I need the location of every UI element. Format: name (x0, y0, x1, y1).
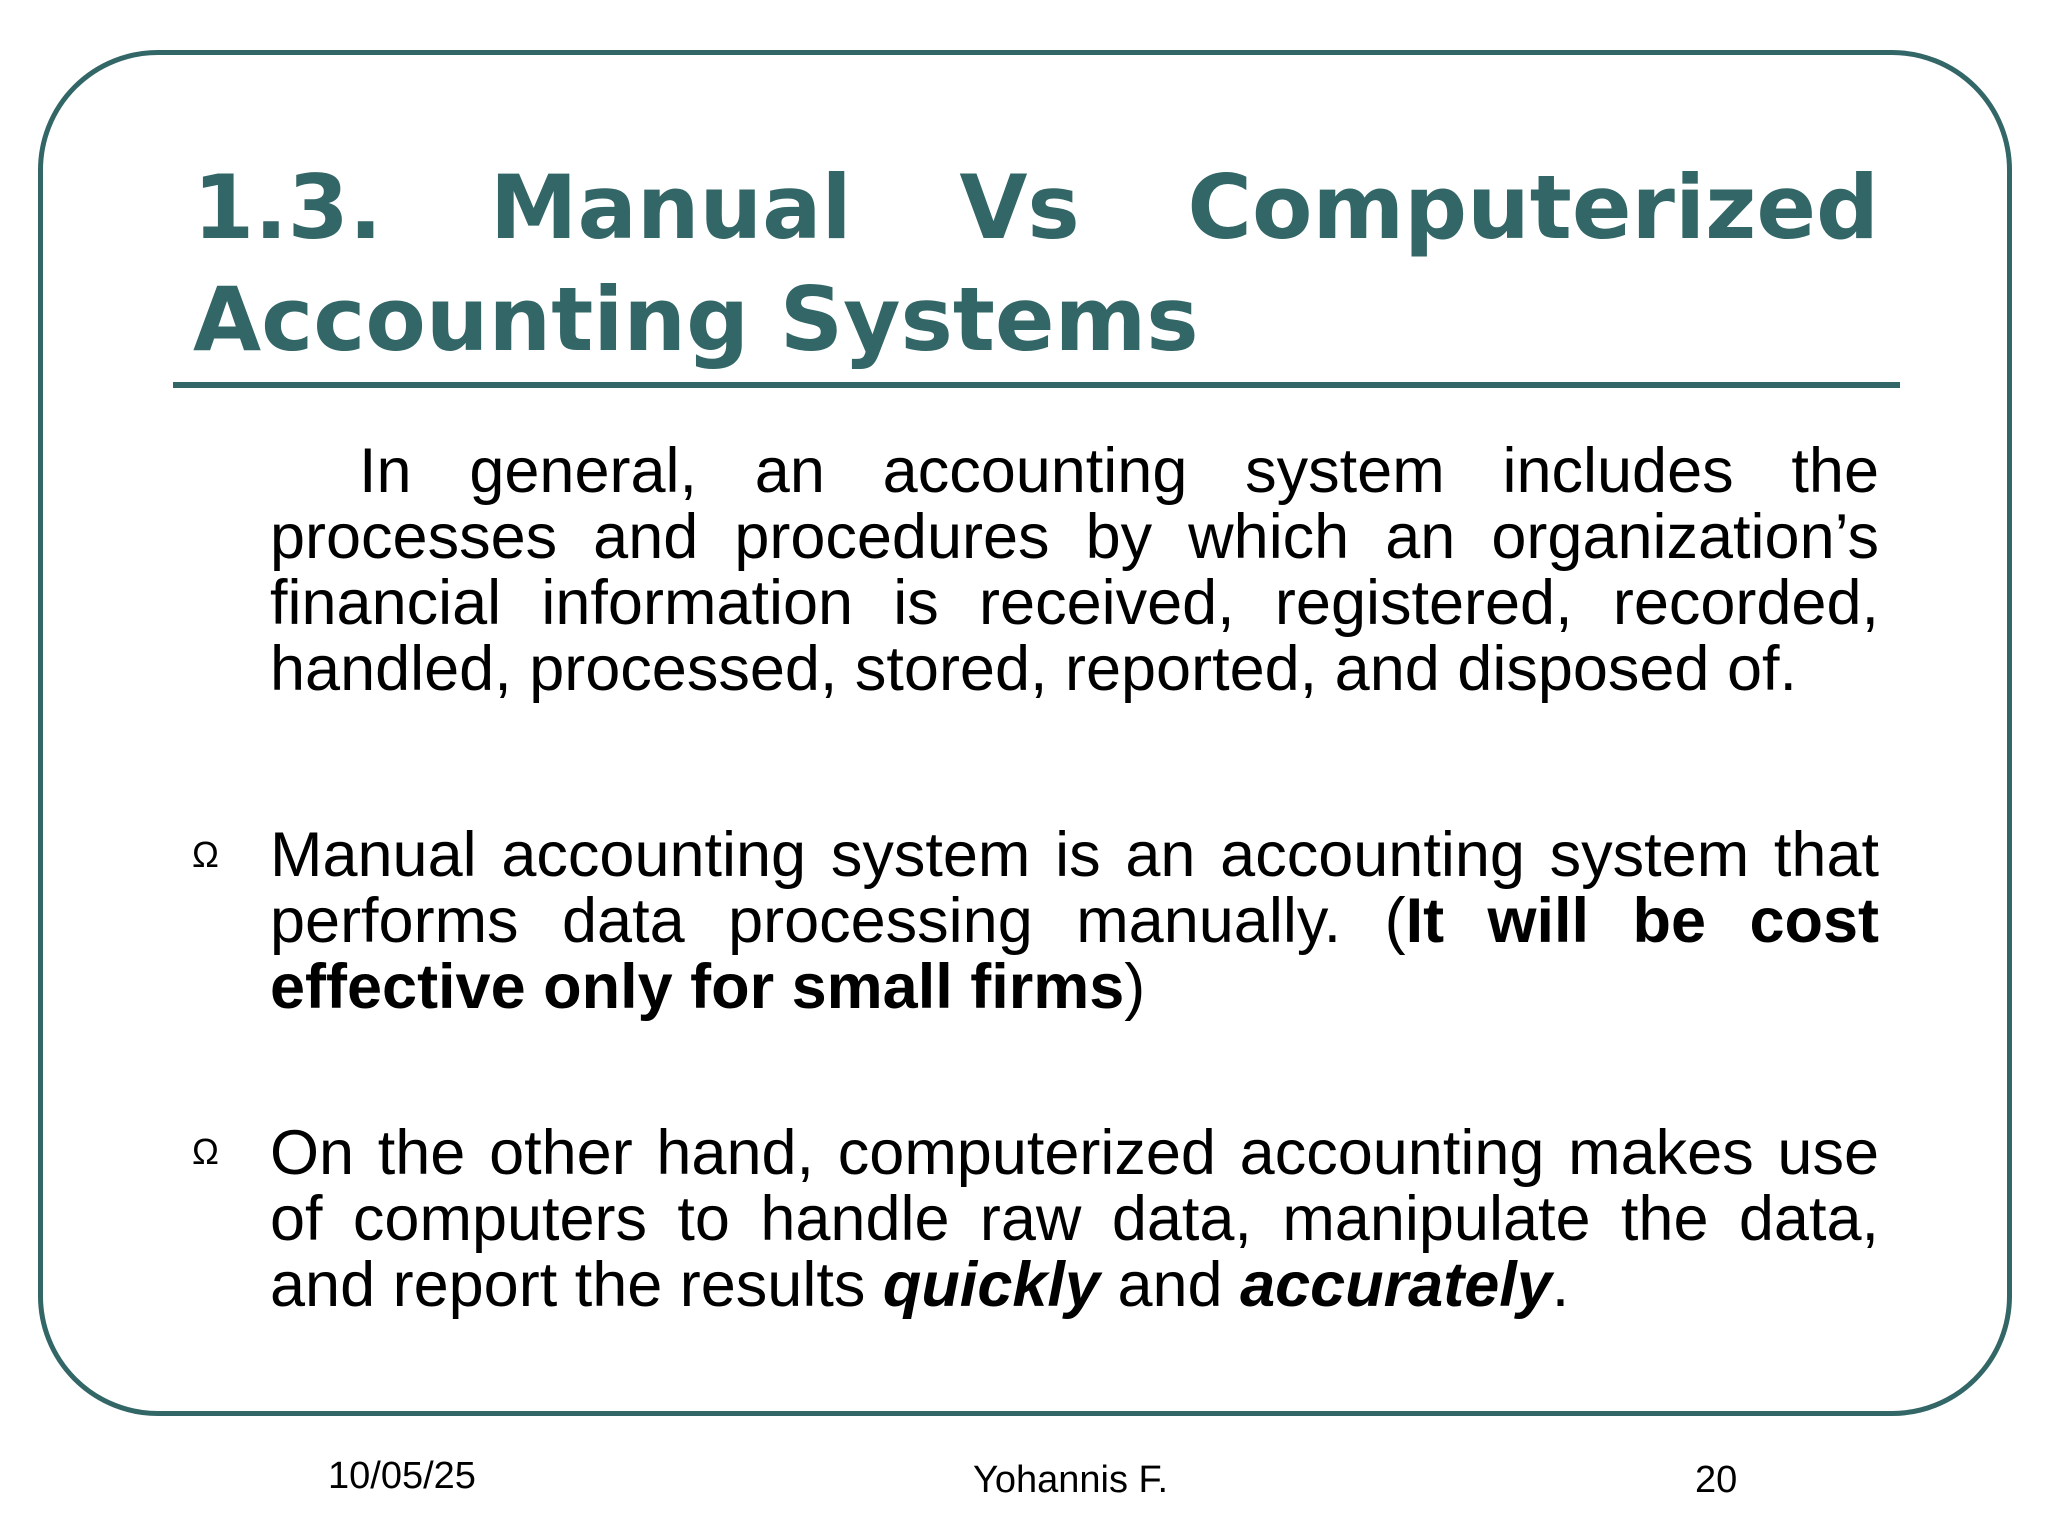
footer-date: 10/05/25 (328, 1455, 476, 1497)
footer-author: Yohannis F. (973, 1459, 1169, 1501)
bullet-computerized-accounting (270, 1120, 1879, 1318)
bullet-bold-text: It will be cost effective only for small firms (270, 886, 1879, 1022)
bullet-manual-accounting (270, 822, 1879, 1020)
bullet-omega-icon: Ω (192, 834, 219, 875)
bullet-omega-icon: Ω (192, 1131, 219, 1172)
emphasis-quickly: quickly (882, 1250, 1100, 1320)
bullet-text: Manual accounting system is an accounting system that performs data processing manually. ( (270, 820, 1879, 956)
bullet-mid: and (1099, 1250, 1241, 1320)
slide-title: 1.3. Manual Vs Computerized Accounting Systems (193, 156, 1879, 371)
bullet-text: On the other hand, computerized accounting makes use of computers to handle raw data, manipulate the data, and report the results (270, 1118, 1879, 1320)
bullet-tail: . (1551, 1250, 1570, 1320)
footer-page-number: 20 (1695, 1459, 1738, 1501)
emphasis-accurately: accurately (1240, 1250, 1552, 1320)
title-underline (173, 382, 1900, 388)
bullet-tail: ) (1124, 952, 1146, 1022)
intro-paragraph: In general, an accounting system includes the processes and procedures by which an organization’s financial information is received, registered, recorded, handled, processed, stored, reported, and disposed of. (270, 436, 1879, 704)
